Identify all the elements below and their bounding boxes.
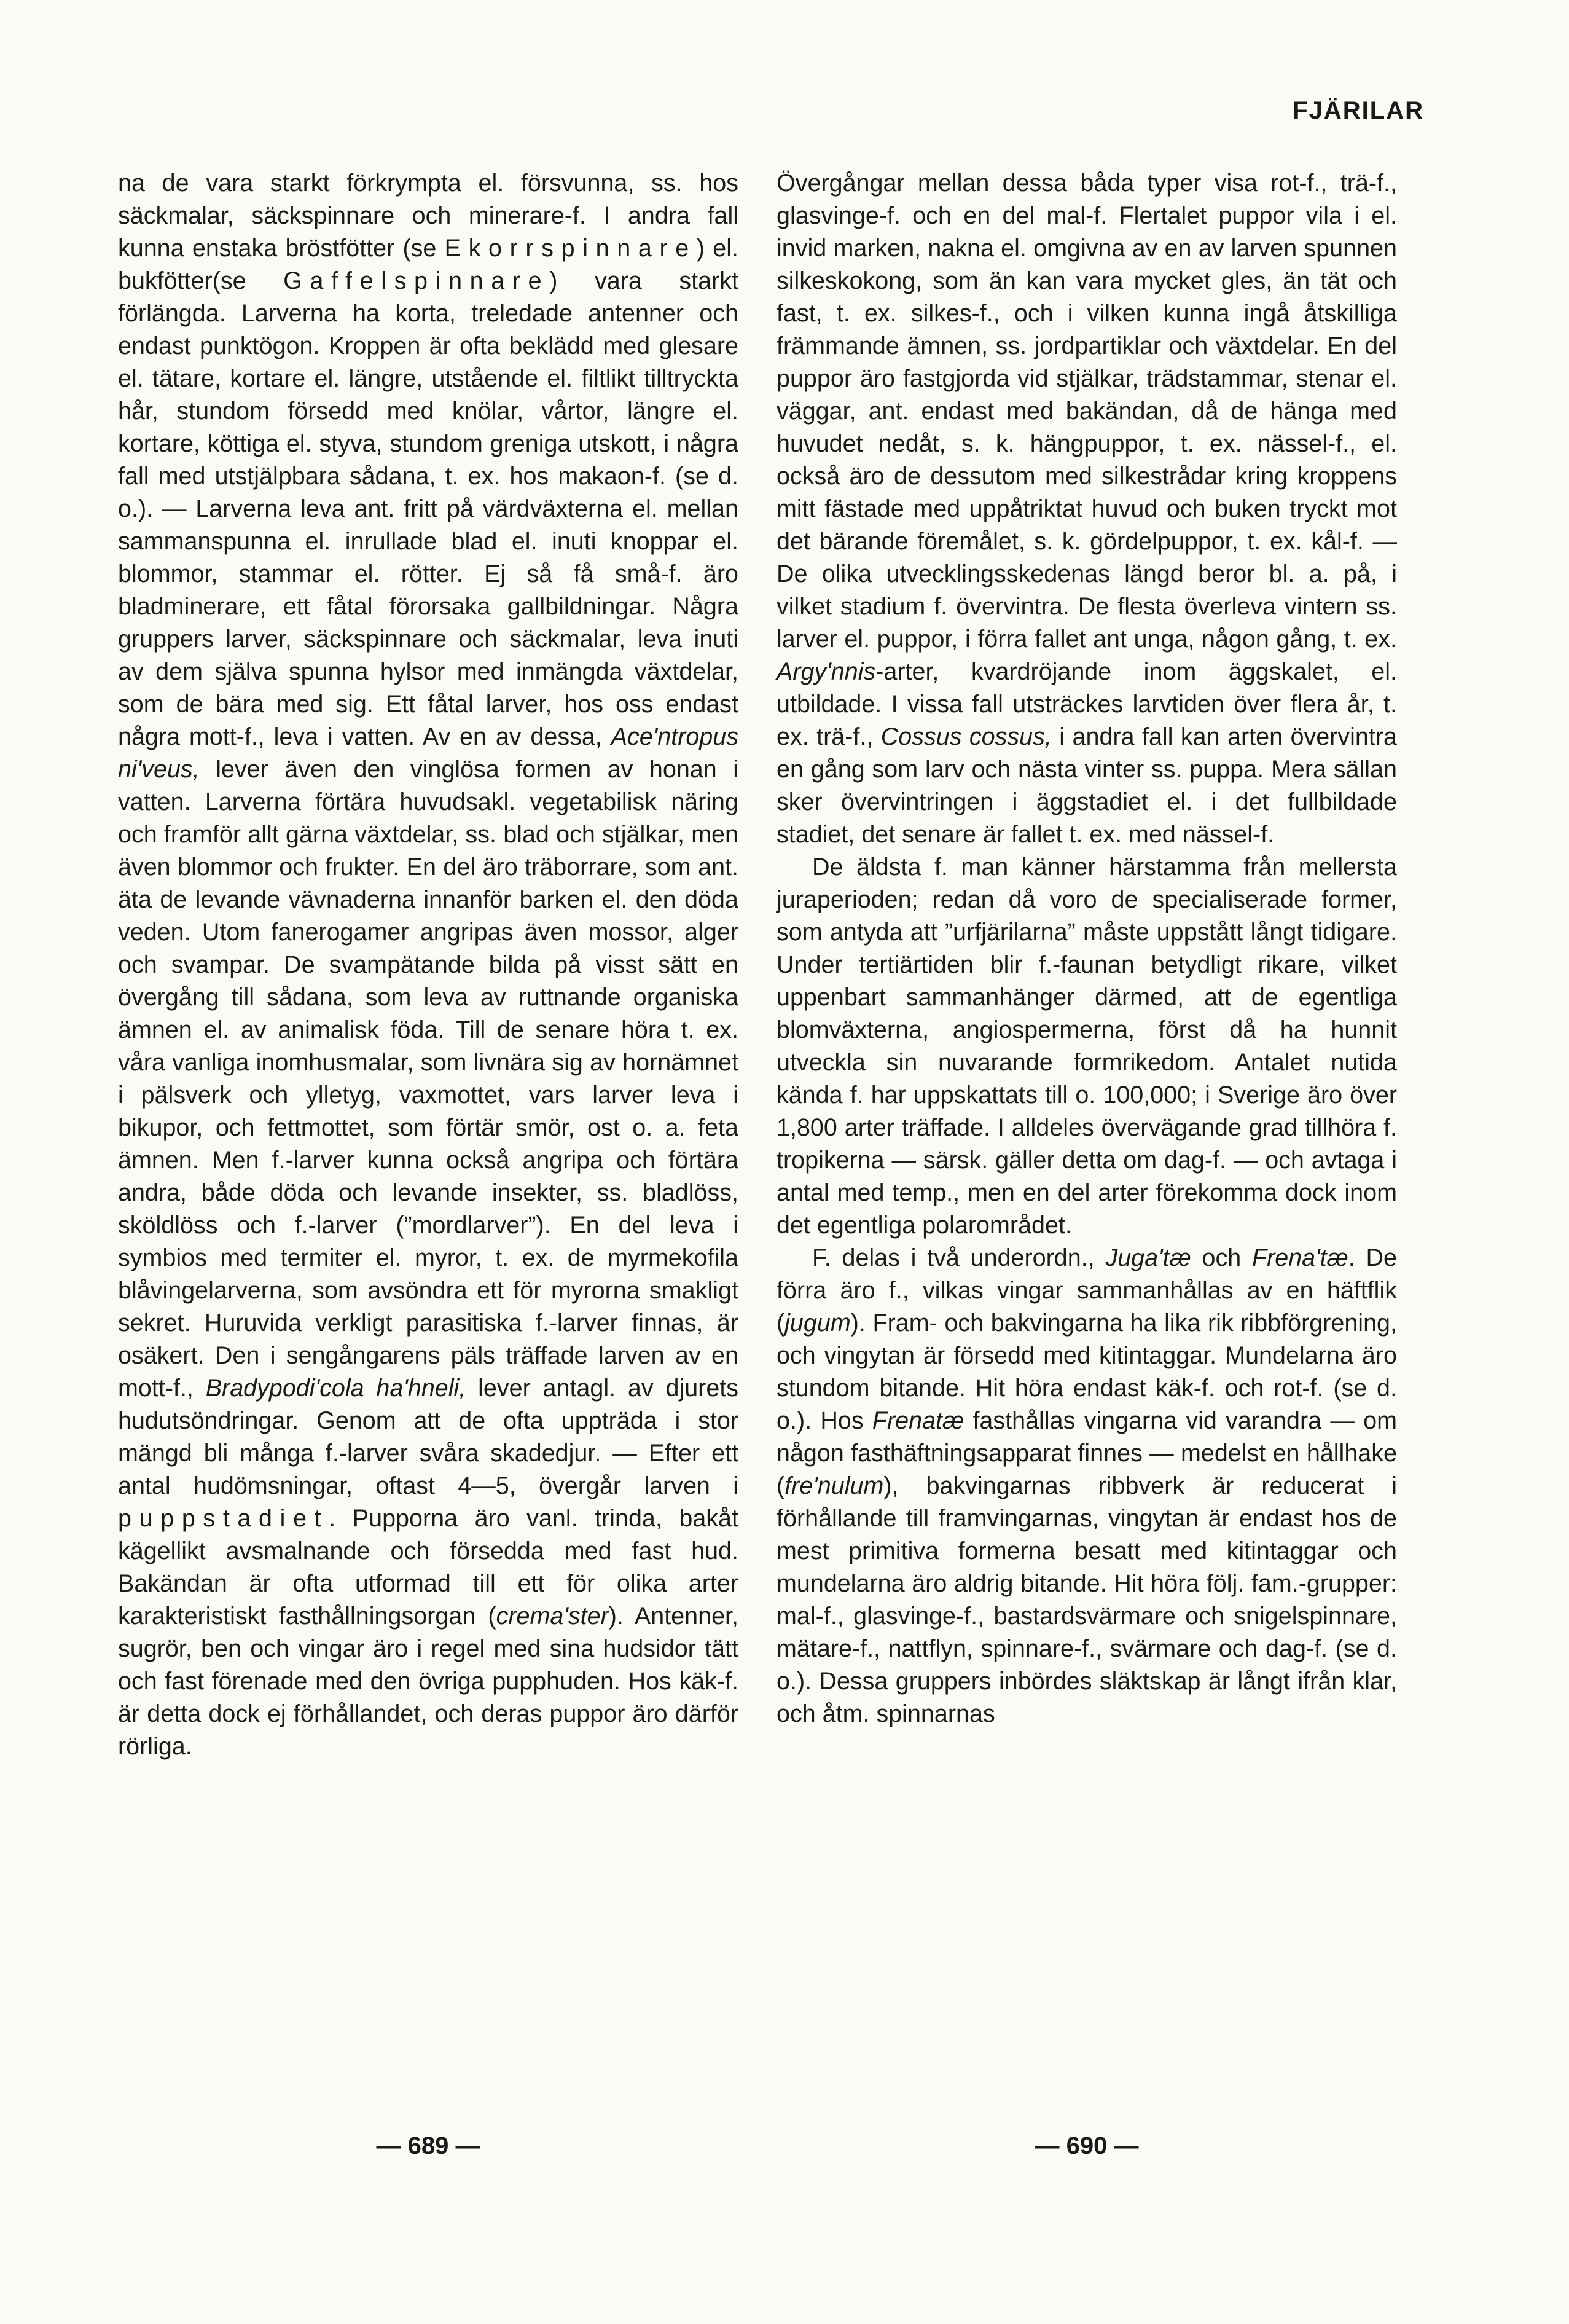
latin-term: Frena'tæ	[1251, 1244, 1348, 1271]
right-column	[777, 167, 1397, 1730]
left-column	[118, 167, 738, 1763]
cross-reference: Ekorrspinnare	[444, 235, 697, 262]
latin-term: jugum	[784, 1309, 851, 1337]
page-number-left: — 689 —	[376, 2132, 480, 2159]
emphasized-term: puppstadiet	[118, 1505, 329, 1532]
latin-term: fre'nulum	[784, 1472, 884, 1499]
running-head: FJÄRILAR	[1293, 97, 1424, 124]
latin-term: Cossus cossus,	[880, 723, 1052, 750]
latin-term: Juga'tæ	[1105, 1244, 1191, 1271]
latin-term: Argy'nnis	[777, 658, 876, 685]
paragraph: F. delas i två underordn., Juga'tæ och Frena'tæ. De förra äro f., vilkas vingar sammanhållas av en häftflik (jugum). Fram- och bakvingarna ha lika rik ribbförgrening, och vingytan är försedd med kitintaggar. Mundelarna äro stundom bitande. Hit höra endast käk-f. och rot-f. (se d. o.). Hos Frenatæ fasthållas vingarna vid varandra — om någon fasthäftningsapparat finnes — medelst en hållhake (fre'nulum), bakvingarnas ribbverk är reducerat i förhållande till framvingarnas, vingytan är endast hos de mest primitiva formerna besatt med kitintaggar och mundelarna äro aldrig bitande. Hit höra följ. fam.-grupper: mal-f., glasvinge-f., bastardsvärmare och snigelspinnare, mätare-f., nattflyn, spinnare-f., svärmare och dag-f. (se d. o.). Dessa gruppers inbördes släktskap är långt ifrån klar, och åtm. spinnarnas	[777, 1244, 1397, 1727]
latin-term: crema'ster	[496, 1603, 609, 1630]
paragraph: na de vara starkt förkrympta el. försvunna, ss. hos säckmalar, säckspinnare och minerare-f. I andra fall kunna enstaka bröstfötter (se Ekorrspinnare) el. bukfötter(se Gaffelspinnare) vara starkt förlängda. Larverna ha korta, treledade antenner och endast punktögon. Kroppen är ofta beklädd med glesare el. tätare, kortare el. längre, utstående el. filtlikt tilltryckta hår, stundom försedd med knölar, vårtor, längre el. kortare, köttiga el. styva, stundom greniga utskott, i några fall med utstjälpbara sådana, t. ex. hos makaon-f. (se d. o.). — Larverna leva ant. fritt på värdväxterna el. mellan sammanspunna el. inrullade blad el. inuti knoppar el. blommor, stammar el. rötter. Ej så få små-f. äro bladminerare, ett fåtal förorsaka gallbildningar. Några gruppers larver, säckspinnare och säckmalar, leva inuti av dem självа spunna hylsor med inmängda växtdelar, som de bära med sig. Ett fåtal larver, hos oss endast några mott-f., leva i vatten. Av en av dessa, Ace'ntropus ni'veus, lever även den vinglösa formen av honan i vatten. Larverna förtära huvudsakl. vegetabilisk näring och framför allt gärna växtdelar, ss. blad och stjälkar, men även blommor och frukter. En del äro träborrare, som ant. äta de levande vävnaderna innanför barken el. den döda veden. Utom fanerogamer angripas även mossor, alger och svampar. De svampätande bilda på visst sätt en övergång till sådana, som leva av ruttnande organiska ämnen el. av animalisk föda. Till de senare höra t. ex. våra vanliga inomhusmalar, som livnära sig av hornämnet i pälsverk och ylletyg, vaxmottet, vars larver leva i bikupor, och fettmottet, som förtär smör, ost o. a. feta ämnen. Men f.-larver kunna också angripa och förtära andra, både döda och levande insekter, ss. bladlöss, sköldlöss och f.-larver (”mordlarver”). En del leva i symbios med termiter el. myror, t. ex. de myrmekofila blåvingelarverna, som avsöndra ett för myrorna smakligt sekret. Huruvida verkligt parasitiska f.-larver finnas, är osäkert. Den i sengångarens päls träffade larven av en mott-f., Bradypodi'cola ha'hneli, lever antagl. av djurets hudutsöndringar. Genom att de ofta uppträda i stor mängd bli många f.-larver svåra skadedjur. — Efter ett antal hudömsningar, oftast 4—5, övergår larven i puppstadiet. Pupporna äro vanl. trinda, bakåt kägellikt avsmalnande och försedda med fast hud. Bakändan är ofta utformad till ett för olika arter karakteristiskt fasthållningsorgan (crema'ster). Antenner, sugrör, ben och vingar äro i regel med sina hudsidor tätt och fast förenade med den övriga pupphuden. Hos käk-f. är detta dock ej förhållandet, och deras puppor äro därför rörliga.	[118, 170, 739, 1760]
page-number-right: — 690 —	[1035, 2132, 1139, 2159]
paragraph: De äldsta f. man känner härstamma från mellersta juraperioden; redan då voro de specialiserade former, som antyda att ”urfjärilarna” måste uppstått långt tidigare. Under tertiärtiden blir f.-faunan betydligt rikare, vilket uppenbart sammanhänger därmed, att de egentliga blomväxterna, angiospermerna, först då ha hunnit utveckla sin nuvarande formrikedom. Antalet nutida kända f. har uppskattats till o. 100,000; i Sverige äro över 1,800 arter träffade. I alldeles övervägande grad tillhöra f. tropikerna — särsk. gäller detta om dag-f. — och avtaga i antal med temp., men en del arter förekomma dock inom det egentliga polarområdet.	[777, 854, 1397, 1239]
paragraph: Övergångar mellan dessa båda typer visa rot-f., trä-f., glasvinge-f. och en del mal-f. Flertalet puppor vila i el. invid marken, nakna el. omgivna av en av larven spunnen silkeskokong, som än kan vara mycket gles, än tät och fast, t. ex. silkes-f., och i vilken kunna ingå åtskilliga främmande ämnen, ss. jordpartiklar och växtdelar. En del puppor äro fastgjorda vid stjälkar, trädstammar, stenar el. väggar, ant. endast med bakändan, då de hänga med huvudet nedåt, s. k. hängpuppor, t. ex. nässel-f., el. också äro de dessutom med silkestrådar kring kroppens mitt fästade med uppåtriktat huvud och buken tryckt mot det bärande föremålet, s. k. gördelpuppor, t. ex. kål-f. — De olika utvecklingsskedenas längd beror bl. a. på, i vilket stadium f. övervintra. De flesta överleva vintern ss. larver el. puppor, i förra fallet ant unga, någon gång, t. ex. Argy'nnis-arter, kvardröjande inom äggskalet, el. utbildade. I vissa fall utsträckes larvtiden över flera år, t. ex. trä-f., Cossus cossus, i andra fall kan arten övervintra en gång som larv och nästa vinter ss. puppa. Mera sällan sker övervintringen i äggstadiet el. i det fullbildade stadiet, det senare är fallet t. ex. med nässel-f.	[777, 170, 1397, 848]
latin-term: Frenatæ	[872, 1407, 964, 1434]
cross-reference: Gaffelspinnare	[283, 267, 550, 294]
latin-term: Bradypodi'cola ha'hneli,	[205, 1375, 466, 1402]
latin-term: Ace'ntropus ni'veus,	[118, 723, 738, 783]
